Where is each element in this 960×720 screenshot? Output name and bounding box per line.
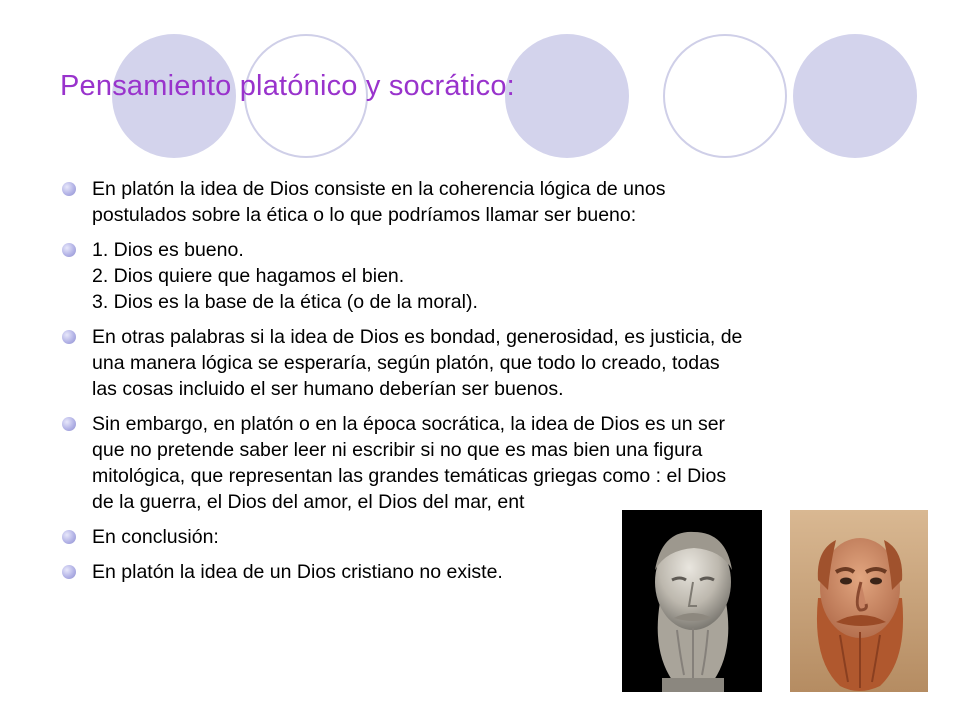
bullet-icon [62,530,76,544]
bullet-text: 1. Dios es bueno. 2. Dios quiere que hagamos el bien. 3. Dios es la base de la ética (o de la moral). [92,239,478,313]
bullet-icon [62,182,76,196]
bullet-icon [62,330,76,344]
bullet-item [60,324,900,402]
bullet-icon [62,243,76,257]
decor-circle-3 [505,34,629,158]
bullet-item [60,176,900,228]
plato-bust-image [622,510,762,692]
bullet-text: Sin embargo, en platón o en la época socrática, la idea de Dios es un ser que no pretende saber leer ni escribir si no que es mas bien una figura mitológica, que representan las grandes temáticas griegas como : el Dios de la guerra, el Dios del amor, el Dios del mar, ent [92,413,727,513]
bullet-text: En platón la idea de un Dios cristiano no existe. [92,561,503,583]
slide-title: Pensamiento platónico y socrático: [60,70,515,102]
decor-circle-5 [793,34,917,158]
socrates-portrait-image [790,510,928,692]
bullet-text: En platón la idea de Dios consiste en la coherencia lógica de unos postulados sobre la ética o lo que podríamos llamar ser bueno: [92,178,666,226]
decor-circle-4 [663,34,787,158]
bullet-list [60,176,900,594]
bullet-text: En otras palabras si la idea de Dios es bondad, generosidad, es justicia, de una manera lógica se esperaría, según platón, que todo lo creado, todas las cosas incluido el ser humano deberían ser buenos. [92,326,743,400]
bullet-item [60,524,900,550]
bullet-icon [62,417,76,431]
bullet-item [60,559,900,585]
bullet-item [60,237,900,315]
bullet-text: En conclusión: [92,526,219,548]
bullet-item [60,411,900,515]
bullet-icon [62,565,76,579]
